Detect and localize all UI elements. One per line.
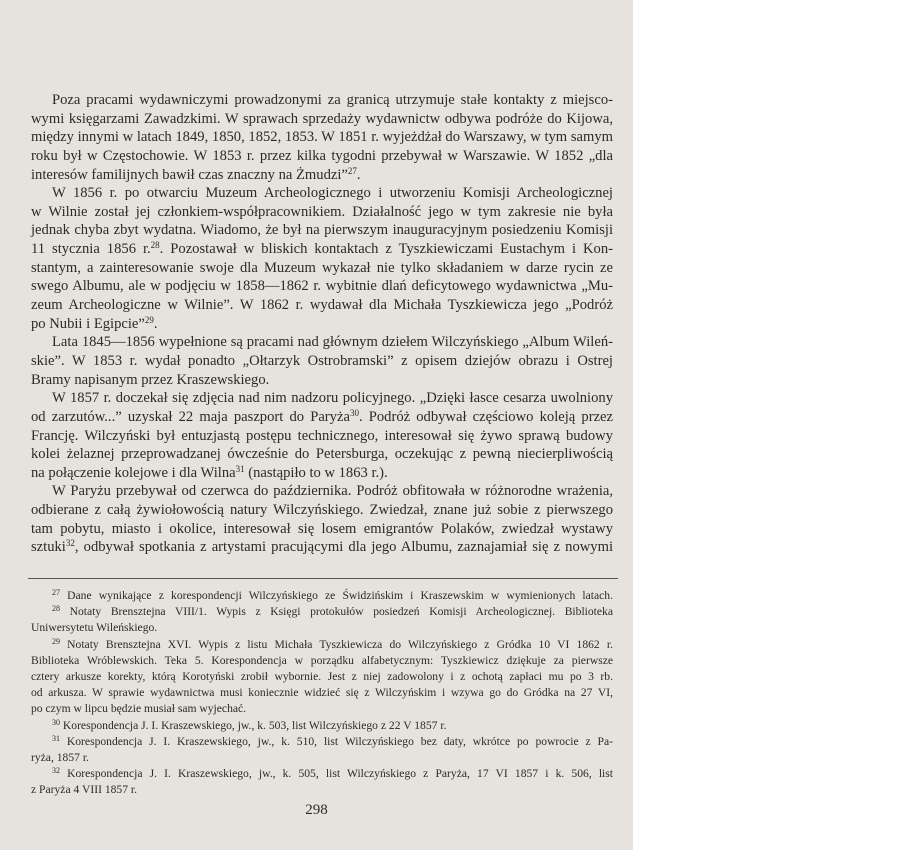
footnote-reference: 32	[65, 538, 75, 549]
body-text: w Wilnie został jej członkiem-współpracownikiem. Działalność jego w tym zakresie nie była	[31, 203, 613, 220]
body-text: kolei żelaznej przeprowadzanej ówcześnie do Petersburga, oczekując z pewną niecierpliwością	[31, 446, 613, 463]
body-line	[31, 371, 613, 390]
footnote-reference: 28	[150, 240, 160, 251]
body-text: Bramy napisanym przez Kraszewskiego.	[31, 371, 270, 388]
body-text-continued: . Podróż odbywał częściowo koleją przez	[358, 408, 613, 425]
footnote-text: ryża, 1857 r.	[31, 750, 89, 764]
body-line	[31, 352, 613, 371]
footnote-line	[31, 766, 613, 782]
body-line	[31, 464, 613, 483]
body-text: jednak chyba zbyt wydatna. Wiadomo, że był na pierwszym inauguracyjnym posiedzeniu Komisji	[31, 222, 613, 239]
body-line	[31, 259, 613, 278]
body-line	[31, 315, 613, 334]
footnote-text: Notaty Brensztejna VIII/1. Wypis z Księgi protokułów posiedzeń Komisji Archeologicznej. Biblioteka	[60, 605, 613, 619]
footnote-text: cztery arkusze korekty, którą Korotyński zrobił wybornie. Jest z niej zadowolony i z ochotą zapłaci mu po 3 rb.	[31, 669, 613, 683]
body-line	[31, 128, 613, 147]
body-line	[31, 538, 613, 557]
body-line	[31, 184, 613, 203]
footnote-text: Korespondencja J. I. Kraszewskiego, jw., k. 510, list Wilczyńskiego bez daty, wkrótce po powrocie z Pa-	[60, 734, 613, 748]
body-text: W 1857 r. doczekał się zdjęcia nad nim nadzoru policyjnego. „Dzięki łasce cesarza uwolniony	[52, 390, 613, 407]
body-text: interesów familijnych bawił czas znaczny na Żmudzi”	[31, 166, 348, 183]
footnote-line	[31, 701, 613, 717]
body-text: W 1856 r. po otwarciu Muzeum Archeologicznego i utworzeniu Komisji Archeologicznej	[52, 185, 613, 202]
body-text: stantym, a zainteresowanie swoje dla Muzeum wykazał nie tylko składaniem w darze rycin ze	[31, 259, 613, 276]
footnote-marker: 30	[52, 717, 60, 727]
body-text-continued: .	[356, 166, 361, 183]
footnote-line	[31, 637, 613, 653]
body-text: 11 stycznia 1856 r.	[31, 241, 151, 258]
body-line	[31, 427, 613, 446]
footnote-text: Korespondencja J. I. Kraszewskiego, jw., k. 505, list Wilczyńskiego z Paryża, 17 VI 1857 i k. 506, list	[60, 767, 613, 781]
body-line	[31, 166, 613, 185]
body-text-continued: (nastąpiło to w 1863 r.).	[244, 464, 388, 481]
footnote-reference: 31	[235, 463, 245, 474]
body-text: swego Albumu, ale w podjęciu w 1858—1862 r. wybitnie dlań deficytowego wydawnictwa „Mu-	[31, 278, 613, 295]
body-line	[31, 501, 613, 520]
footnote-line	[31, 782, 613, 798]
body-text: po Nubii i Egipcie”	[31, 315, 145, 332]
footnote-text: z Paryża 4 VIII 1857 r.	[31, 783, 138, 797]
footnote-line	[31, 669, 613, 685]
page-number: 298	[305, 802, 328, 818]
footnote-line	[31, 588, 613, 604]
footnote-text: Biblioteka Wróblewskich. Teka 5. Korespondencja w porządku alfabetycznym: Tyszkiewicz dziękuje za pierwsze	[31, 653, 613, 667]
footnote-line	[31, 604, 613, 620]
footnote-reference: 27	[347, 165, 357, 176]
footnote-marker: 28	[52, 604, 60, 614]
body-text: roku był w Częstochowie. W 1853 r. przez kilka tygodni przebywał w Warszawie. W 1852 „dla	[31, 147, 613, 164]
footnote-separator	[28, 578, 618, 579]
footnote-text: Dane wynikające z korespondencji Wilczyńskiego ze Świdzińskim i Kraszewskim w wymienionych latach.	[60, 589, 613, 602]
body-text-continued: . Pozostawał w bliskich kontaktach z Tyszkiewiczami Eustachym i Kon-	[159, 241, 614, 258]
footnote-marker: 31	[52, 733, 60, 743]
body-text-continued: , odbywał spotkania z artystami pracującymi dla jego Albumu, zaznajamiał się z nowymi	[74, 539, 613, 556]
body-line	[31, 110, 613, 129]
body-text	[31, 91, 613, 557]
body-line	[31, 408, 613, 427]
body-line	[31, 91, 613, 110]
body-text: zeum Archeologiczne w Wilnie”. W 1862 r. wydawał dla Michała Tyszkiewicza jego „Podróż	[31, 297, 613, 314]
footnote-line	[31, 734, 613, 750]
body-text: Poza pracami wydawniczymi prowadzonymi za granicą utrzymuje stałe kontakty z miejsco-	[52, 92, 613, 108]
footnote-line	[31, 718, 613, 734]
body-line	[31, 277, 613, 296]
body-line	[31, 296, 613, 315]
body-text: Lata 1845—1856 wypełnione są pracami nad głównym dziełem Wilczyńskiego „Album Wileń-	[52, 334, 613, 351]
body-line	[31, 482, 613, 501]
body-text: od zarzutów...” uzyskał 22 maja paszport do Paryża	[31, 408, 350, 425]
body-line	[31, 240, 613, 259]
footnote-line	[31, 750, 613, 766]
body-line	[31, 333, 613, 352]
body-text: W Paryżu przebywał od czerwca do października. Podróż obfitowała w różnorodne wrażenia,	[52, 483, 613, 500]
body-line	[31, 147, 613, 166]
footnote-text: od arkusza. W sprawie wydawnictwa musi koniecznie widzieć się z Wilczyńskim i wzywa go do Gródka na 27 VI,	[31, 686, 613, 700]
body-text: odbierane z całą żywiołowością natury Wilczyńskiego. Zwiedzał, znane już sobie z pierwszego	[31, 502, 613, 519]
body-line	[31, 520, 613, 539]
footnote-text: Uniwersytetu Wileńskiego.	[31, 621, 158, 635]
body-text: Francję. Wilczyński był entuzjastą postępu technicznego, interesował się żywo sprawą budowy	[31, 427, 613, 444]
footnote-reference: 30	[349, 407, 359, 418]
footnote-reference: 29	[144, 314, 154, 325]
footnote-text: po czym w lipcu będzie musiał sam wyjechać.	[31, 702, 247, 716]
footnote-text: Korespondencja J. I. Kraszewskiego, jw., k. 503, list Wilczyńskiego z 22 V 1857 r.	[60, 718, 447, 732]
body-line	[31, 445, 613, 464]
footnotes	[31, 588, 613, 798]
footnote-line	[31, 620, 613, 636]
body-text: tam pobytu, miasto i okolice, interesował się losem emigrantów Polaków, zwiedzał wystawy	[31, 520, 613, 537]
body-text: wymi księgarzami Zawadzkimi. W sprawach sprzedaży wydawnictw odbywa podróże do Kijowa,	[31, 110, 613, 127]
footnote-line	[31, 653, 613, 669]
footnote-marker: 27	[52, 588, 60, 597]
footnote-marker: 29	[52, 636, 60, 646]
footnote-line	[31, 685, 613, 701]
body-line	[31, 389, 613, 408]
footnote-text: Notaty Brensztejna XVI. Wypis z listu Michała Tyszkiewicza do Wilczyńskiego z Gródka 10 VI 1862 r.	[60, 637, 613, 651]
body-text: między innymi w latach 1849, 1850, 1852, 1853. W 1851 r. wyjeżdżał do Warszawy, w tym samym	[31, 129, 613, 146]
body-text: sztuki	[31, 539, 66, 556]
body-line	[31, 221, 613, 240]
body-text: skie”. W 1853 r. wydał ponadto „Ołtarzyk Ostrobramski” z opisem dziejów obrazu i Ostrej	[31, 352, 613, 369]
body-line	[31, 203, 613, 222]
body-text: na połączenie kolejowe i dla Wilna	[31, 464, 236, 481]
body-text-continued: .	[153, 315, 158, 332]
footnote-marker: 32	[52, 766, 60, 776]
